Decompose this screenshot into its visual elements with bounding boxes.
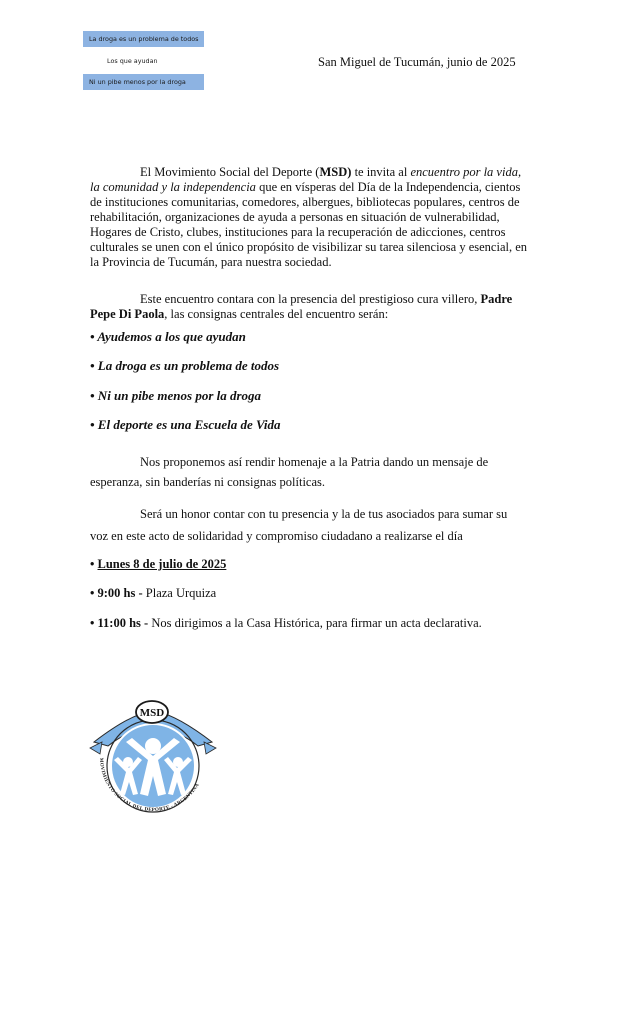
event-date — [90, 557, 226, 572]
schedule-text: Nos dirigimos a la Casa Histórica, para firmar un acta declarativa. — [151, 616, 482, 630]
presence-paragraph — [90, 292, 528, 322]
p2-text-1: Este encuentro contara con la presencia del prestigioso cura villero, — [140, 292, 481, 306]
p1-text-1: El Movimiento Social del Deporte ( — [140, 165, 320, 179]
banner-line-3: Ni un pibe menos por la droga — [83, 74, 204, 90]
slogan-item: • Ayudemos a los que ayudan — [90, 329, 246, 344]
schedule-time: • 11:00 hs - — [90, 616, 152, 630]
msd-acronym: MSD) — [319, 165, 352, 179]
schedule-text: Plaza Urquiza — [145, 586, 217, 600]
honor-paragraph — [90, 503, 528, 547]
place-date: San Miguel de Tucumán, junio de 2025 — [318, 55, 516, 69]
p4-text: Será un honor contar con tu presencia y la de tus asociados para sumar su voz en este acto de solidaridad y compromiso ciudadano a realizarse el día — [90, 507, 508, 543]
p3-text: Nos proponemos así rendir homenaje a la Patria dando un mensaje de esperanza, sin banderías ni consignas políticas. — [90, 455, 489, 489]
banner-line-2: Los que ayudan — [107, 56, 158, 65]
p1-text-2: te invita al — [351, 165, 411, 179]
logo-ring-text: MOVIMIENTO SOCIAL DEL DEPORTE - ARGENTINA — [97, 757, 201, 814]
date-bullet: • — [90, 557, 98, 571]
p2-text-2: , las consignas centrales del encuentro serán: — [164, 307, 389, 321]
guest-name: Padre Pepe Di Paola — [90, 292, 513, 321]
event-date-text: Lunes 8 de julio de 2025 — [97, 557, 227, 571]
banner-line-1: La droga es un problema de todos — [83, 31, 204, 47]
schedule-time: • 9:00 hs - — [90, 586, 146, 600]
header-banner — [83, 31, 204, 90]
schedule-item-1 — [90, 586, 216, 601]
msd-logo — [88, 698, 218, 816]
slogan-item: • El deporte es una Escuela de Vida — [90, 417, 281, 432]
p1-text-3: que en vísperas del Día de la Independencia, cientos de instituciones comunitarias, comedores, albergues, bibliotecas populares, centros de rehabilitación, organizaciones de ayuda a personas en situación de vulnerabilidad, Hogares de Cristo, clubes, instituciones para la recuperación de adicciones, centros culturales se unen con el único propósito de visibilizar su tarea silenciosa y esencial, en la Provincia de Tucumán, para nuestra sociedad. — [90, 180, 528, 269]
slogan-item: • Ni un pibe menos por la droga — [90, 388, 262, 403]
schedule-item-2 — [90, 616, 482, 631]
tribute-paragraph — [90, 452, 528, 492]
invitation-paragraph — [90, 165, 528, 270]
slogan-item: • La droga es un problema de todos — [90, 358, 280, 373]
logo-initials: MSD — [139, 707, 165, 719]
event-name: encuentro por la vida, la comunidad y la independencia — [90, 165, 522, 194]
